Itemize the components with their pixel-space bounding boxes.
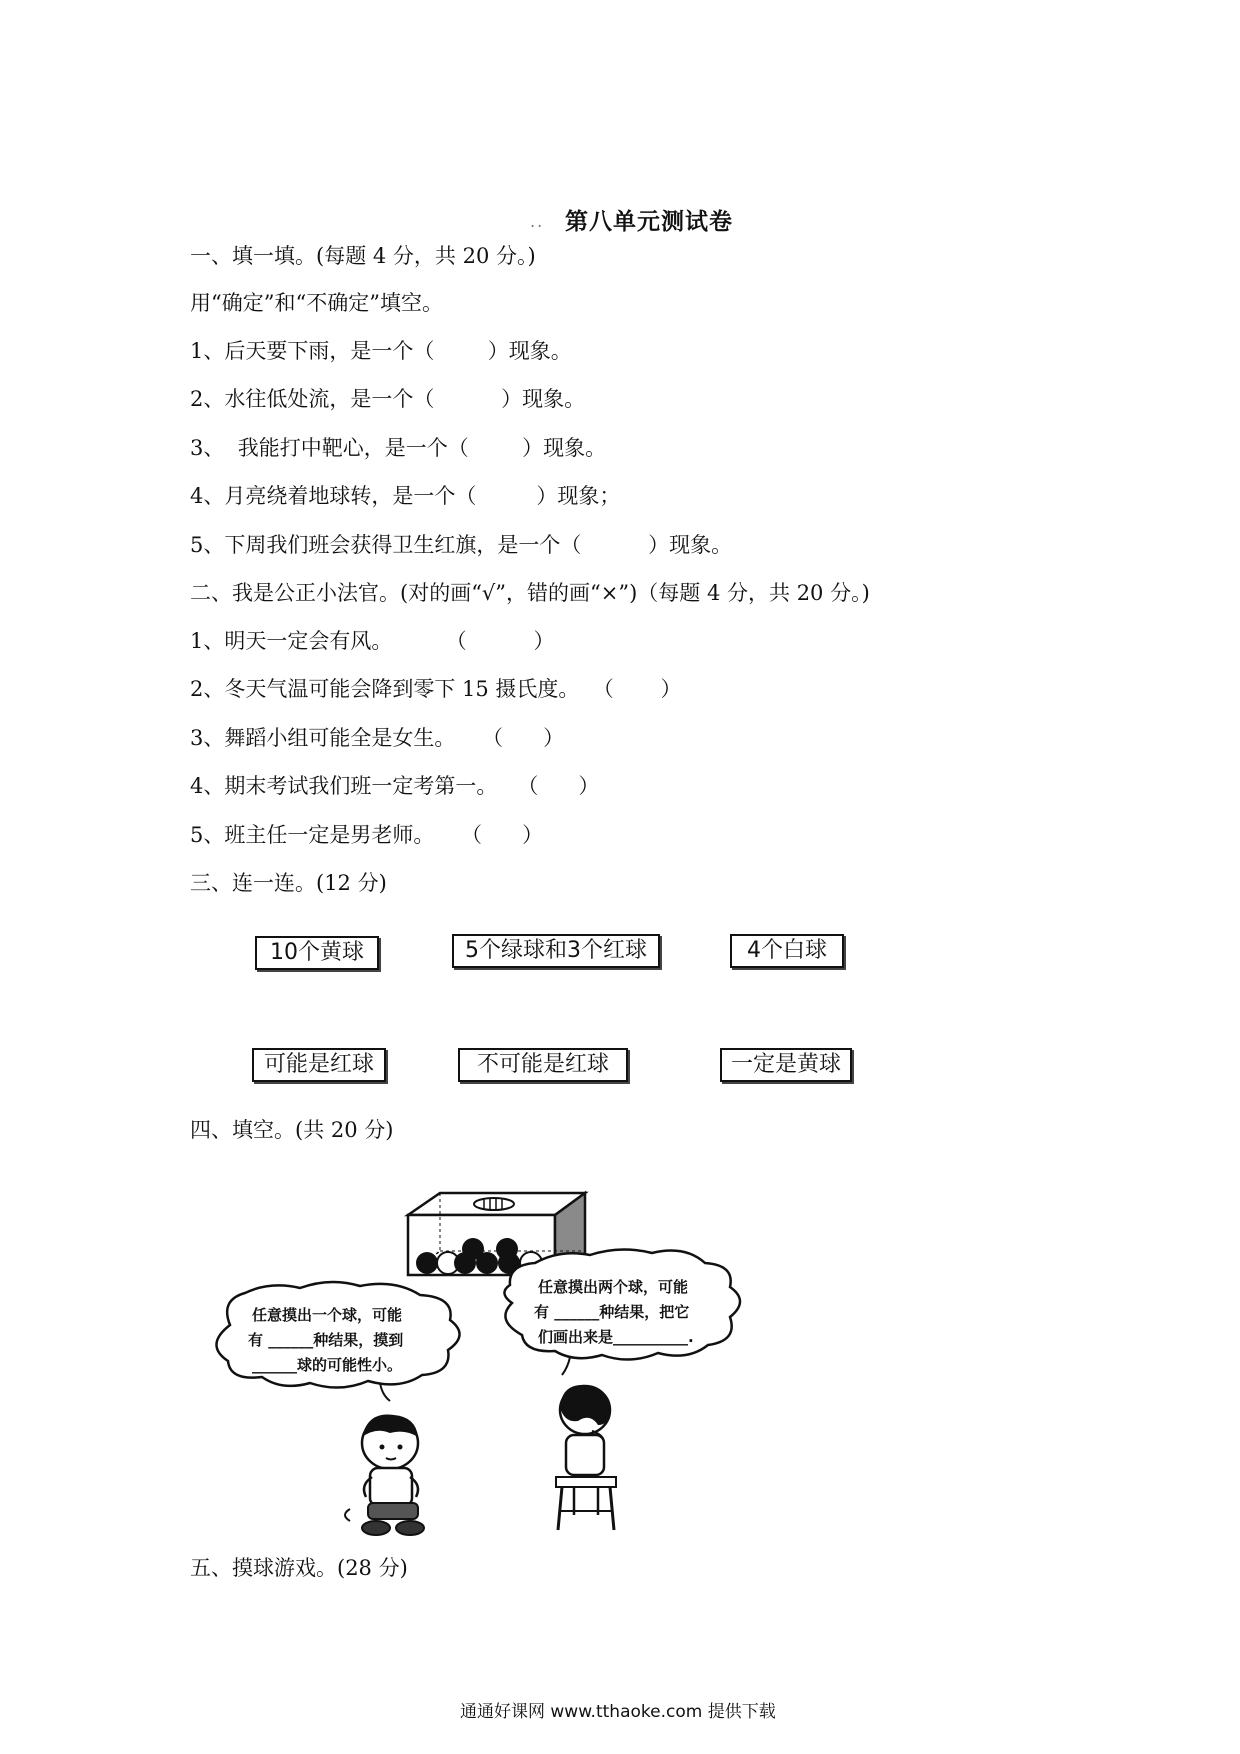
- section-5-heading: 五、摸球游戏。(28 分): [190, 1556, 408, 1580]
- question-1-4: 4、月亮绕着地球转，是一个（ ）现象；: [190, 484, 621, 508]
- title-dots: ..: [530, 212, 545, 231]
- section-4-heading: 四、填空。(共 20 分): [190, 1118, 394, 1142]
- match-box-top-1[interactable]: 10个黄球: [255, 936, 379, 970]
- question-2-4: 4、期末考试我们班一定考第一。 （ ）: [190, 774, 600, 798]
- right-bubble-line-2: 有 ______种结果，把它: [534, 1303, 690, 1321]
- section-4-illustration: [190, 1185, 810, 1560]
- question-1-1: 1、后天要下雨，是一个（ ）现象。: [190, 339, 572, 363]
- match-box-bottom-2[interactable]: 不可能是红球: [458, 1048, 628, 1082]
- section-1-heading: 一、填一填。(每题 4 分，共 20 分。): [190, 244, 536, 268]
- section-2-heading: 二、我是公正小法官。(对的画“√”，错的画“×”)（每题 4 分，共 20 分。): [190, 581, 870, 605]
- left-bubble-line-1: 任意摸出一个球，可能: [252, 1306, 403, 1324]
- question-2-1: 1、明天一定会有风。 （ ）: [190, 629, 555, 653]
- footer-source: 通通好课网 www.tthaoke.com 提供下载: [460, 1702, 776, 1722]
- boy-thinking-illustration: [345, 1414, 424, 1535]
- match-box-top-3[interactable]: 4个白球: [730, 934, 844, 968]
- left-bubble-line-3: ______球的可能性小。: [252, 1356, 403, 1374]
- left-speech-bubble: [216, 1282, 459, 1401]
- girl-thinking-illustration: [556, 1385, 616, 1530]
- page-title: 第八单元测试卷: [565, 209, 733, 235]
- match-box-top-2[interactable]: 5个绿球和3个红球: [452, 934, 660, 968]
- question-2-5: 5、班主任一定是男老师。 （ ）: [190, 823, 544, 847]
- question-1-5: 5、下周我们班会获得卫生红旗，是一个（ ）现象。: [190, 533, 733, 557]
- section-1-instruction: 用“确定”和“不确定”填空。: [190, 291, 443, 315]
- question-2-3: 3、舞蹈小组可能全是女生。 （ ）: [190, 726, 565, 750]
- question-1-2: 2、水往低处流，是一个（ ）现象。: [190, 387, 586, 411]
- question-1-3: 3、 我能打中靶心，是一个（ ）现象。: [190, 436, 607, 460]
- right-bubble-line-3: 们画出来是__________.: [538, 1328, 694, 1346]
- section-3-heading: 三、连一连。(12 分): [190, 871, 387, 895]
- match-box-bottom-3[interactable]: 一定是黄球: [720, 1048, 852, 1082]
- left-bubble-line-2: 有 ______种结果，摸到: [248, 1331, 404, 1349]
- right-speech-bubble: [504, 1249, 740, 1375]
- match-box-bottom-1[interactable]: 可能是红球: [252, 1048, 386, 1082]
- question-2-2: 2、冬天气温可能会降到零下 15 摄氏度。 （ ）: [190, 677, 682, 701]
- right-bubble-line-1: 任意摸出两个球，可能: [538, 1278, 689, 1296]
